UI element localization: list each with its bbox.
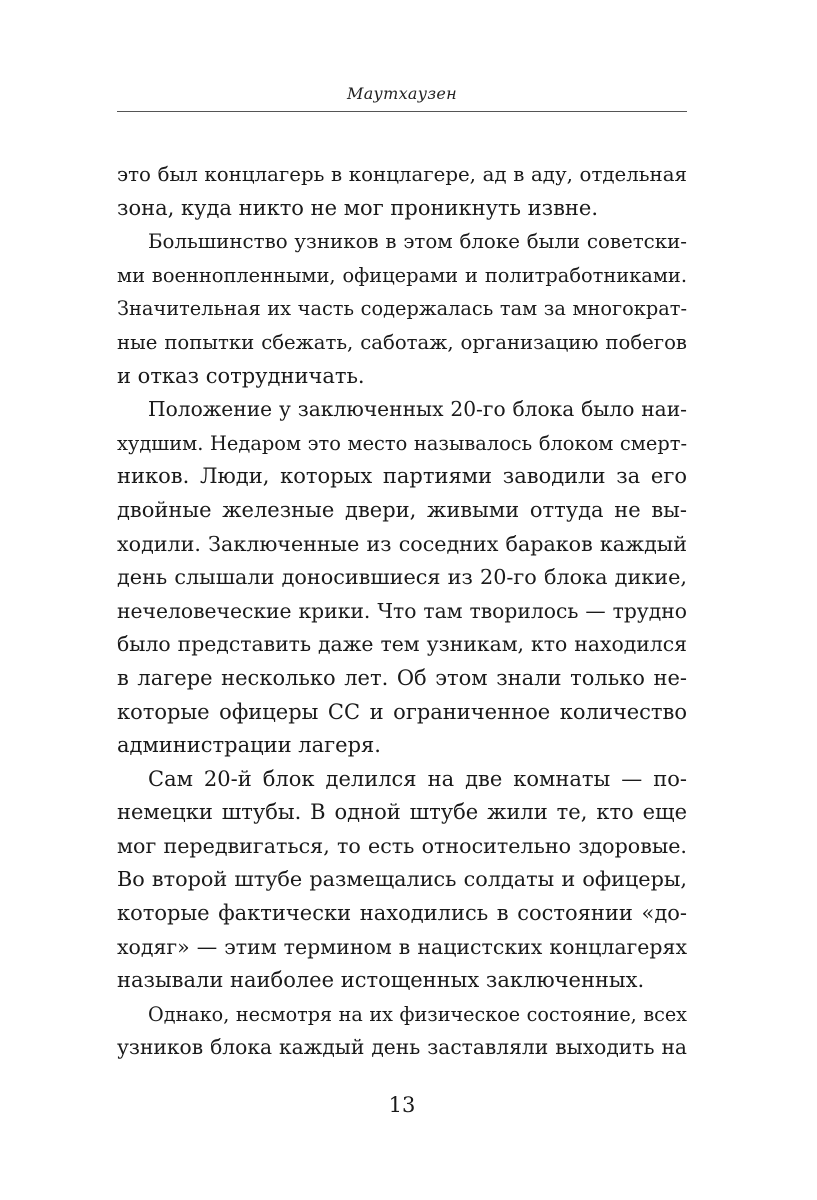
text-line: Во второй штубе размещались солдаты и офицеры, xyxy=(117,867,687,892)
text-line: было представить даже тем узникам, кто находился xyxy=(117,632,687,657)
text-line: называли наиболее истощенных заключенных. xyxy=(117,968,645,993)
text-line: худшим. Недаром это место называлось блоком смерт- xyxy=(117,431,687,455)
text-line: двойные железные двери, живыми оттуда не вы- xyxy=(117,497,687,522)
paragraph xyxy=(117,393,687,763)
text-line: немецки штубы. В одной штубе жили те, кто еще xyxy=(117,800,687,825)
running-title: Маутхаузен xyxy=(347,84,457,103)
text-line: это был концлагерь в концлагере, ад в аду, отдельная xyxy=(117,163,687,186)
header-rule xyxy=(117,111,687,112)
body-text xyxy=(117,158,687,1065)
text-line: администрации лагеря. xyxy=(117,733,381,758)
paragraph xyxy=(117,998,687,1065)
text-line: Большинство узников в этом блоке были советски- xyxy=(148,230,687,254)
text-line: Положение у заключенных 20-го блока было наи- xyxy=(148,397,687,422)
text-line: ников. Люди, которых партиями заводили за его xyxy=(117,464,687,489)
text-line: Однако, несмотря на их физическое состояние, всех xyxy=(148,1002,687,1026)
text-line: ходили. Заключенные из соседних бараков каждый xyxy=(117,531,687,556)
paragraph xyxy=(117,763,687,998)
text-line: ные попытки сбежать, саботаж, организацию побегов xyxy=(117,330,687,354)
text-line: ми военнопленными, офицерами и политработниками. xyxy=(117,263,687,287)
text-line: и отказ сотрудничать. xyxy=(117,363,365,388)
text-line: которые фактически находились в состоянии «до- xyxy=(117,901,687,926)
paragraph xyxy=(117,225,687,393)
text-line: день слышали доносившиеся из 20-го блока дикие, xyxy=(117,565,687,590)
text-line: узников блока каждый день заставляли выходить на xyxy=(117,1035,687,1060)
text-line: которые офицеры СС и ограниченное количество xyxy=(117,699,687,724)
text-line: в лагере несколько лет. Об этом знали только не- xyxy=(117,665,687,690)
text-line: ходяг» — этим термином в нацистских концлагерях xyxy=(117,934,687,959)
text-line: зона, куда никто не мог проникнуть извне. xyxy=(117,195,599,220)
text-line: Значительная их часть содержалась там за многократ- xyxy=(117,297,687,321)
text-line: Сам 20-й блок делился на две комнаты — по- xyxy=(148,766,687,791)
text-line: мог передвигаться, то есть относительно здоровые. xyxy=(117,833,687,858)
paragraph xyxy=(117,158,687,225)
page-number: 13 xyxy=(388,1093,416,1117)
text-line: нечеловеческие крики. Что там творилось — трудно xyxy=(117,598,687,623)
